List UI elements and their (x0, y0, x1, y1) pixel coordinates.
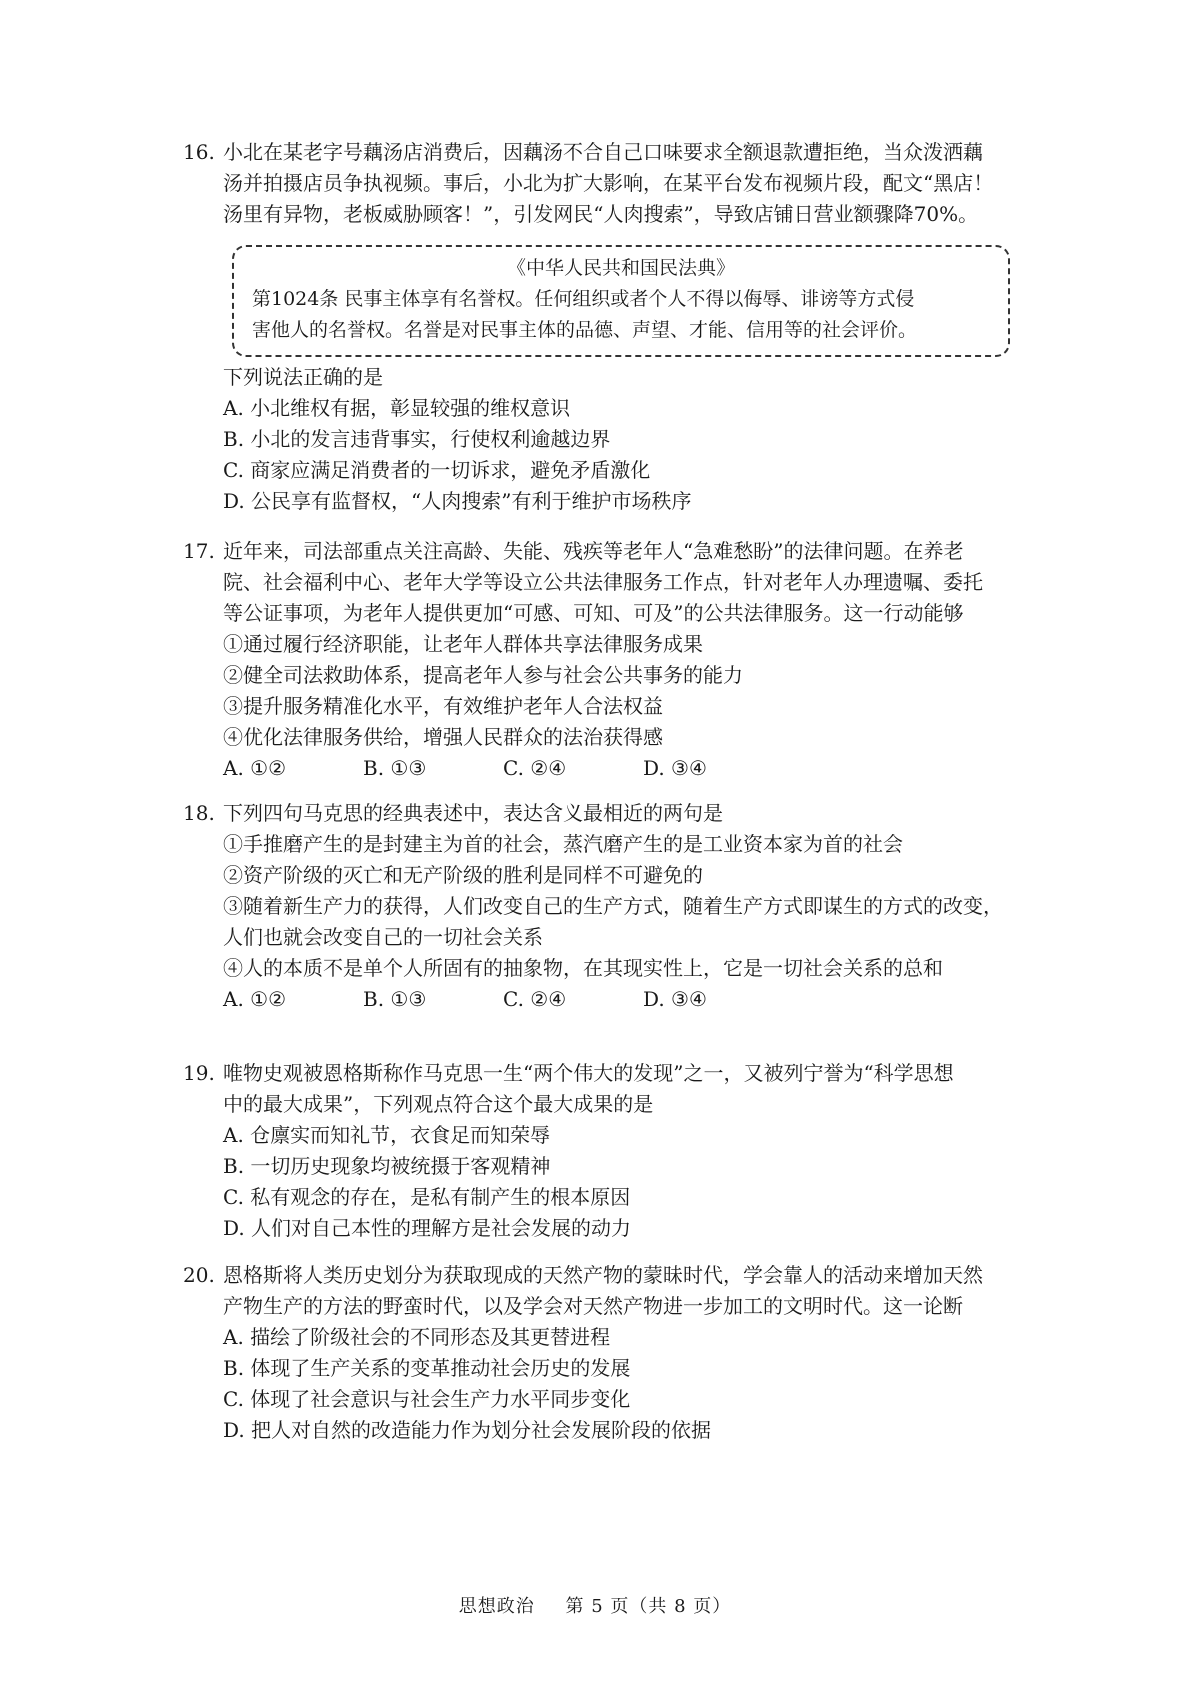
stem-line: 下列四句马克思的经典表述中，表达含义最相近的两句是 (223, 801, 723, 825)
law-excerpt-box (232, 245, 1010, 357)
option-c: C. 商家应满足消费者的一切诉求，避免矛盾激化 (223, 458, 651, 482)
stem-line: 中的最大成果”，下列观点符合这个最大成果的是 (223, 1092, 654, 1116)
statement-item: ③提升服务精准化水平，有效维护老年人合法权益 (223, 694, 663, 718)
stem-line: 唯物史观被恩格斯称作马克思一生“两个伟大的发现”之一，又被列宁誉为“科学思想 (223, 1061, 954, 1085)
statement-item: ②资产阶级的灭亡和无产阶级的胜利是同样不可避免的 (223, 863, 703, 887)
option-row (223, 753, 1013, 784)
subject-name: 思想政治 (458, 1596, 535, 1617)
statement-item: ④人的本质不是单个人所固有的抽象物，在其现实性上，它是一切社会关系的总和 (223, 956, 943, 980)
statement-item: ③随着新生产力的获得，人们改变自己的生产方式，随着生产方式即谋生的方式的改变， (223, 894, 1003, 918)
question-20 (183, 1260, 1013, 1446)
question-number: 18. (183, 801, 215, 825)
question-prompt: 下列说法正确的是 (223, 365, 383, 389)
statement-item: ①通过履行经济职能，让老年人群体共享法律服务成果 (223, 632, 703, 656)
stem-line: 产物生产的方法的野蛮时代，以及学会对天然产物进一步加工的文明时代。这一论断 (223, 1294, 963, 1318)
option-a: A. 小北维权有据，彰显较强的维权意识 (223, 396, 571, 420)
option-b: B. 一切历史现象均被统摄于客观精神 (223, 1154, 551, 1178)
option-c: C. 体现了社会意识与社会生产力水平同步变化 (223, 1387, 631, 1411)
stem-line: 小北在某老字号藕汤店消费后，因藕汤不合自己口味要求全额退款遭拒绝，当众泼洒藕 (223, 140, 983, 164)
question-number: 20. (183, 1263, 215, 1287)
question-stem (223, 1058, 1013, 1120)
question-number: 16. (183, 140, 215, 164)
question-stem (223, 798, 1013, 829)
question-number: 17. (183, 539, 215, 563)
option-b: B. ①③ (363, 756, 427, 780)
question-number: 19. (183, 1061, 215, 1085)
stem-line: 近年来，司法部重点关注高龄、失能、残疾等老年人“急难愁盼”的法律问题。在养老 (223, 539, 964, 563)
option-a: A. 仓廪实而知礼节，衣食足而知荣辱 (223, 1123, 551, 1147)
law-title: 《中华人民共和国民法典》 (506, 257, 735, 279)
option-d: D. ③④ (643, 756, 707, 780)
option-d: D. 把人对自然的改造能力作为划分社会发展阶段的依据 (223, 1418, 712, 1442)
option-c: C. ②④ (503, 987, 567, 1011)
statement-item: ②健全司法救助体系，提高老年人参与社会公共事务的能力 (223, 663, 743, 687)
question-19 (183, 1058, 1013, 1244)
stem-line: 汤并拍摄店员争执视频。事后，小北为扩大影响，在某平台发布视频片段，配文“黑店！ (223, 171, 994, 195)
option-b: B. ①③ (363, 987, 427, 1011)
page-number: 第 5 页（共 8 页） (565, 1596, 732, 1617)
option-d: D. ③④ (643, 987, 707, 1011)
option-c: C. 私有观念的存在，是私有制产生的根本原因 (223, 1185, 631, 1209)
question-16 (183, 137, 1013, 230)
option-b: B. 小北的发言违背事实，行使权利逾越边界 (223, 427, 611, 451)
option-c: C. ②④ (503, 756, 567, 780)
question-18 (183, 798, 1013, 1015)
stem-line: 恩格斯将人类历史划分为获取现成的天然产物的蒙昧时代，学会靠人的活动来增加天然 (223, 1263, 983, 1287)
option-a: A. ①② (223, 756, 287, 780)
option-a: A. ①② (223, 987, 287, 1011)
option-row (223, 984, 1013, 1015)
statement-item: ①手推磨产生的是封建主为首的社会，蒸汽磨产生的是工业资本家为首的社会 (223, 832, 903, 856)
law-line: 第1024条 民事主体享有名誉权。任何组织或者个人不得以侮辱、诽谤等方式侵 (252, 288, 915, 310)
statement-item: 人们也就会改变自己的一切社会关系 (223, 925, 543, 949)
option-b: B. 体现了生产关系的变革推动社会历史的发展 (223, 1356, 631, 1380)
option-d: D. 公民享有监督权，“人肉搜索”有利于维护市场秩序 (223, 489, 692, 513)
question-stem (223, 536, 1013, 629)
page-footer (0, 1592, 1190, 1618)
question-17 (183, 536, 1013, 784)
question-16-options (183, 362, 1013, 517)
stem-line: 院、社会福利中心、老年大学等设立公共法律服务工作点，针对老年人办理遗嘱、委托 (223, 570, 983, 594)
statement-item: ④优化法律服务供给，增强人民群众的法治获得感 (223, 725, 663, 749)
stem-line: 汤里有异物，老板威胁顾客！”，引发网民“人肉搜索”，导致店铺日营业额骤降70%。 (223, 202, 979, 226)
option-a: A. 描绘了阶级社会的不同形态及其更替进程 (223, 1325, 611, 1349)
stem-line: 等公证事项，为老年人提供更加“可感、可知、可及”的公共法律服务。这一行动能够 (223, 601, 964, 625)
law-line: 害他人的名誉权。名誉是对民事主体的品德、声望、才能、信用等的社会评价。 (252, 319, 918, 341)
question-stem (223, 137, 1013, 230)
question-stem (223, 1260, 1013, 1322)
option-d: D. 人们对自己本性的理解方是社会发展的动力 (223, 1216, 632, 1240)
